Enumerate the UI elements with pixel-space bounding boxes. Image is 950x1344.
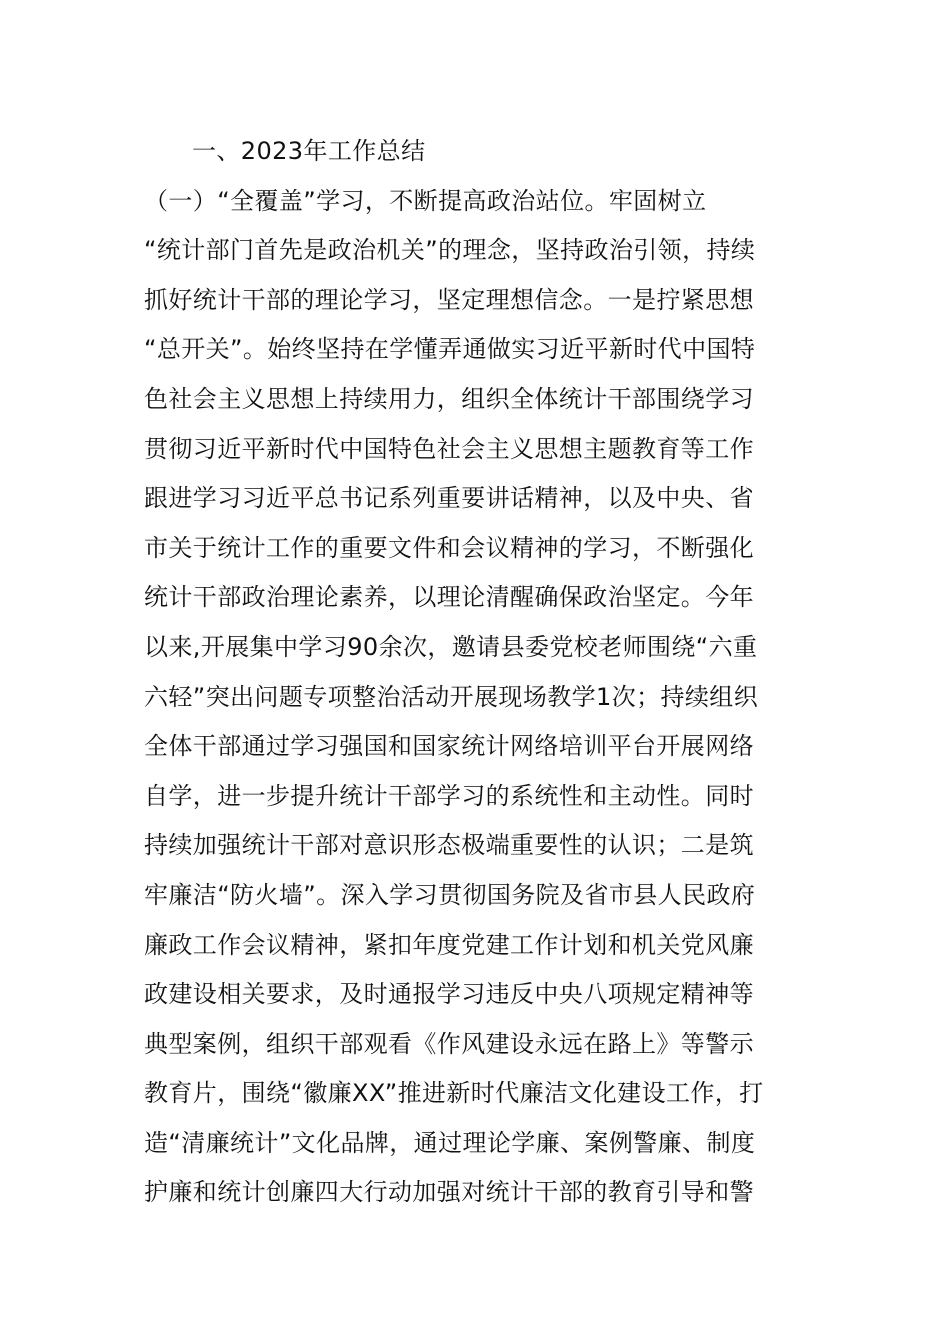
paragraph-line: “总开关”。始终坚持在学懂弄通做实习近平新时代中国特 [144, 335, 756, 364]
paragraph-line: 六轻”突出问题专项整治活动开展现场教学1次；持续组织 [144, 682, 759, 711]
paragraph-line: 政建设相关要求，及时通报学习违反中央八项规定精神等 [144, 980, 754, 1009]
paragraph-line: 抓好统计干部的理论学习，坚定理想信念。一是拧紧思想 [144, 285, 754, 314]
paragraph-line: 护廉和统计创廉四大行动加强对统计干部的教育引导和警 [144, 1178, 754, 1207]
paragraph-line: 市关于统计工作的重要文件和会议精神的学习，不断强化 [144, 533, 754, 562]
section-heading: 一、2023年工作总结 [192, 137, 426, 165]
paragraph-line: 牢廉洁“防火墙”。深入学习贯彻国务院及省市县人民政府 [144, 880, 756, 909]
paragraph-line: 统计干部政治理论素养，以理论清醒确保政治坚定。今年 [144, 583, 754, 612]
paragraph-line: 教育片，围绕“徽廉XX”推进新时代廉洁文化建设工作，打 [144, 1079, 764, 1108]
paragraph-line: （一）“全覆盖”学习，不断提高政治站位。牢固树立 [144, 186, 707, 215]
paragraph-line: 自学，进一步提升统计干部学习的系统性和主动性。同时 [144, 781, 754, 810]
paragraph-line: 贯彻习近平新时代中国特色社会主义思想主题教育等工作 [144, 434, 754, 463]
paragraph-line: 全体干部通过学习强国和国家统计网络培训平台开展网络 [144, 732, 754, 761]
paragraph-line: 廉政工作会议精神，紧扣年度党建工作计划和机关党风廉 [144, 930, 754, 959]
paragraph-line: 持续加强统计干部对意识形态极端重要性的认识；二是筑 [144, 831, 754, 860]
paragraph-line: 跟进学习习近平总书记系列重要讲话精神，以及中央、省 [144, 484, 754, 513]
document-body [144, 127, 809, 1218]
paragraph-line: 典型案例，组织干部观看《作风建设永远在路上》等警示 [144, 1029, 754, 1058]
paragraph-line: 以来,开展集中学习90余次，邀请县委党校老师围绕“六重 [144, 632, 758, 661]
paragraph-line: 色社会主义思想上持续用力，组织全体统计干部围绕学习 [144, 384, 754, 413]
paragraph-line: “统计部门首先是政治机关”的理念，坚持政治引领，持续 [144, 236, 756, 265]
paragraph-line: 造“清廉统计”文化品牌，通过理论学廉、案例警廉、制度 [144, 1128, 756, 1157]
